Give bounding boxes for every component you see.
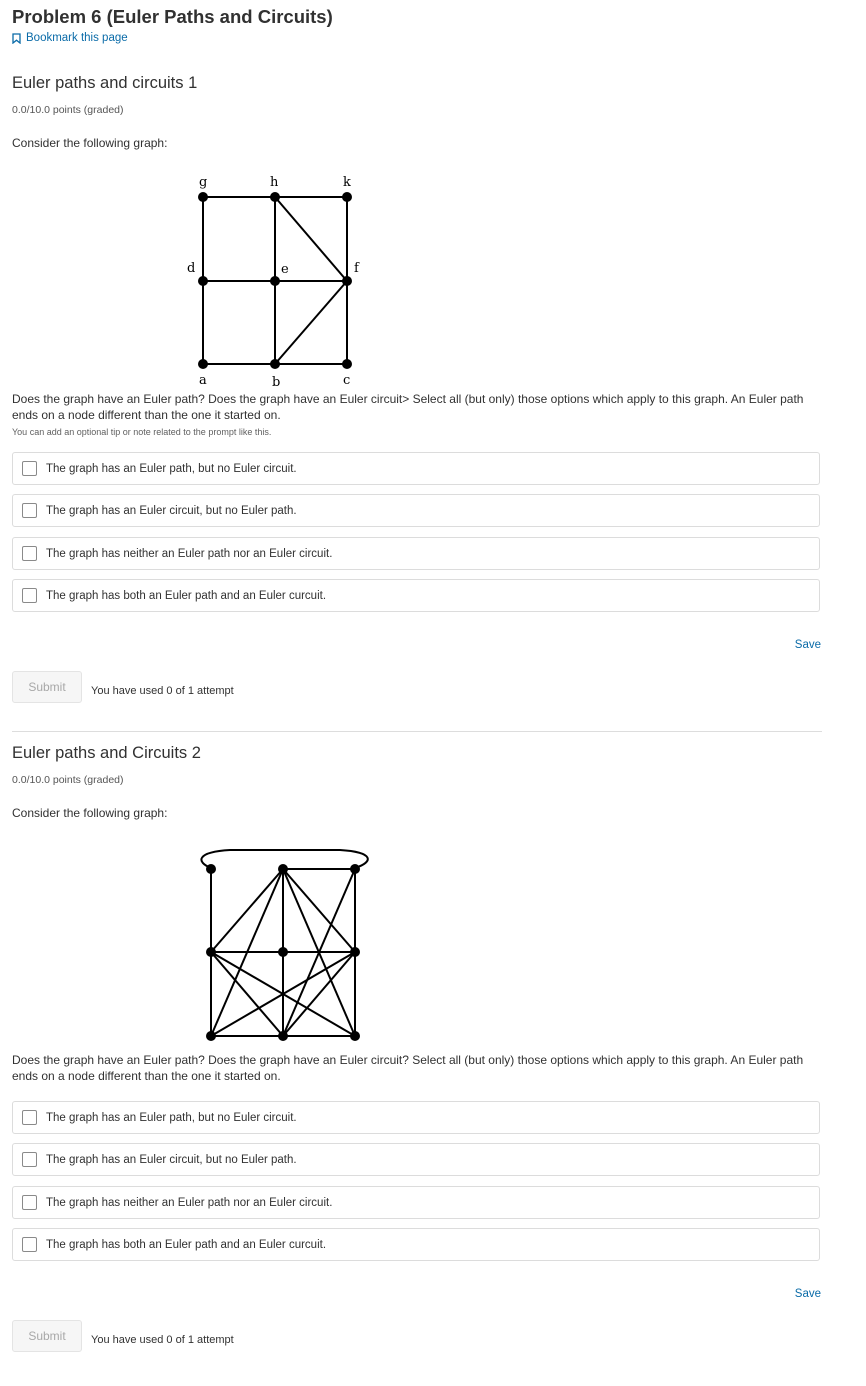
problem-1-question: Does the graph have an Euler path? Does the graph have an Euler circuit> Select all (but only) those options which apply to this graph. An Euler path ends on a node different than the one it started on. <box>12 392 804 422</box>
option-label: The graph has an Euler path, but no Euler circuit. <box>46 462 297 475</box>
problem-1-submit-button[interactable]: Submit <box>12 671 82 703</box>
node-g <box>198 192 208 202</box>
label-e: e <box>281 262 289 277</box>
label-g: g <box>199 175 208 190</box>
label-k: k <box>343 175 351 190</box>
graph-2-node <box>206 1031 216 1041</box>
node-e <box>270 276 280 286</box>
graph-2-node <box>350 1031 360 1041</box>
problem-1-option-2[interactable] <box>12 494 820 527</box>
label-c: c <box>343 373 351 388</box>
graph-2-node <box>278 1031 288 1041</box>
checkbox[interactable] <box>22 503 37 518</box>
problem-1-option-3[interactable] <box>12 537 820 570</box>
graph-2-node <box>278 864 288 874</box>
section-divider <box>12 731 822 732</box>
label-a: a <box>199 373 207 388</box>
problem-2-intro: Consider the following graph: <box>12 806 168 820</box>
graph-2-node <box>350 947 360 957</box>
problem-2-attempts: You have used 0 of 1 attempt <box>91 1334 234 1346</box>
option-label: The graph has neither an Euler path nor an Euler circuit. <box>46 547 333 560</box>
problem-1-save-button[interactable]: Save <box>794 639 821 651</box>
checkbox[interactable] <box>22 1110 37 1125</box>
problem-2-option-3[interactable] <box>12 1186 820 1219</box>
graph-2-node <box>350 864 360 874</box>
graph-2-node <box>278 947 288 957</box>
page-title: Problem 6 (Euler Paths and Circuits) <box>12 6 333 27</box>
checkbox[interactable] <box>22 546 37 561</box>
problem-1-tip: You can add an optional tip or note related to the prompt like this. <box>12 427 272 437</box>
label-b: b <box>272 375 281 390</box>
node-a <box>198 359 208 369</box>
checkbox[interactable] <box>22 461 37 476</box>
label-f: f <box>354 261 359 276</box>
bookmark-link[interactable] <box>12 32 128 44</box>
node-f <box>342 276 352 286</box>
problem-1-points: 0.0/10.0 points (graded) <box>12 104 124 116</box>
graph-2-node <box>206 947 216 957</box>
node-d <box>198 276 208 286</box>
checkbox[interactable] <box>22 588 37 603</box>
option-label: The graph has neither an Euler path nor an Euler circuit. <box>46 1196 333 1209</box>
problem-1-attempts: You have used 0 of 1 attempt <box>91 685 234 697</box>
checkbox[interactable] <box>22 1237 37 1252</box>
bookmark-icon <box>12 33 21 44</box>
label-d: d <box>187 261 196 276</box>
node-k <box>342 192 352 202</box>
label-h: h <box>270 175 279 190</box>
graph-2 <box>190 840 380 1050</box>
checkbox[interactable] <box>22 1152 37 1167</box>
option-label: The graph has an Euler circuit, but no Euler path. <box>46 1153 297 1166</box>
problem-2-title: Euler paths and Circuits 2 <box>12 744 201 762</box>
option-label: The graph has an Euler path, but no Euler circuit. <box>46 1111 297 1124</box>
problem-2-question: Does the graph have an Euler path? Does the graph have an Euler circuit? Select all (but only) those options which apply to this graph. An Euler path ends on a node different than the one it started on. <box>12 1053 804 1083</box>
node-h <box>270 192 280 202</box>
problem-1-title: Euler paths and circuits 1 <box>12 74 198 92</box>
problem-1-option-4[interactable] <box>12 579 820 612</box>
problem-2-submit-button[interactable]: Submit <box>12 1320 82 1352</box>
checkbox[interactable] <box>22 1195 37 1210</box>
graph-2-node <box>206 864 216 874</box>
option-label: The graph has both an Euler path and an Euler curcuit. <box>46 1238 327 1251</box>
problem-1-option-1[interactable] <box>12 452 820 485</box>
node-c <box>342 359 352 369</box>
problem-2-option-4[interactable] <box>12 1228 820 1261</box>
problem-2-option-2[interactable] <box>12 1143 820 1176</box>
graph-1 <box>170 168 380 390</box>
problem-2-save-button[interactable]: Save <box>794 1288 821 1300</box>
option-label: The graph has an Euler circuit, but no Euler path. <box>46 504 297 517</box>
problem-2-option-1[interactable] <box>12 1101 820 1134</box>
node-b <box>270 359 280 369</box>
problem-2-points: 0.0/10.0 points (graded) <box>12 774 124 786</box>
graph-2-edges <box>201 850 367 1036</box>
option-label: The graph has both an Euler path and an Euler curcuit. <box>46 589 327 602</box>
bookmark-label: Bookmark this page <box>26 32 128 44</box>
problem-1-intro: Consider the following graph: <box>12 136 168 150</box>
